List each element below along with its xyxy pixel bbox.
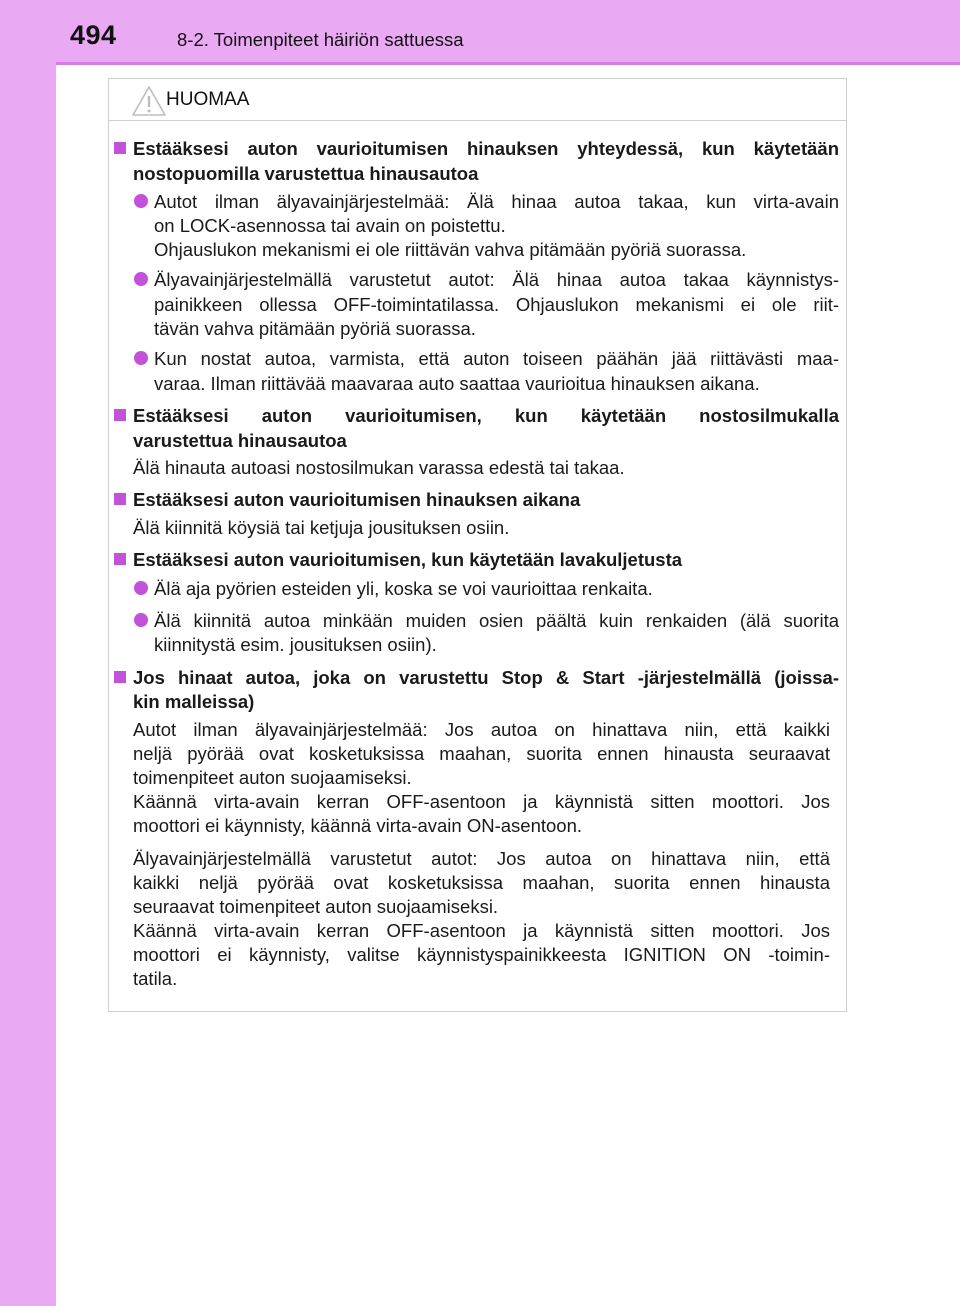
side-tab-bar [0, 0, 56, 1306]
section-marker-icon [114, 493, 126, 505]
bullet-icon [134, 194, 148, 208]
bullet-icon [134, 581, 148, 595]
section-heading: kin malleissa) [133, 691, 255, 712]
bullet-icon [134, 613, 148, 627]
notice-header [109, 79, 846, 121]
paragraph: Käännä virta-avain kerran OFF-asentoon ja käynnistä sitten moottori. Jos [133, 920, 830, 941]
bullet-text: kiinnitystä esim. jousituksen osiin). [154, 634, 437, 655]
warning-triangle-icon [131, 85, 167, 117]
paragraph: Käännä virta-avain kerran OFF-asentoon ja käynnistä sitten moottori. Jos [133, 791, 830, 812]
page-number: 494 [70, 20, 117, 50]
paragraph: Älä kiinnitä köysiä tai ketjuja jousituksen osiin. [133, 517, 510, 538]
bullet-text: Ohjauslukon mekanismi ei ole riittävän vahva pitämään pyöriä suorassa. [154, 239, 747, 260]
bullet-text: on LOCK-asennossa tai avain on poistettu. [154, 215, 506, 236]
paragraph: kaikki neljä pyörää ovat kosketuksissa maahan, suorita ennen hinausta [133, 872, 830, 893]
bullet-text: Älä kiinnitä autoa minkään muiden osien päältä kuin renkaiden (älä suorita [154, 610, 839, 631]
section-heading: nostopuomilla varustettua hinausautoa [133, 163, 479, 184]
paragraph: Älä hinauta autoasi nostosilmukan varassa edestä tai takaa. [133, 457, 625, 478]
bullet-text: tävän vahva pitämään pyöriä suorassa. [154, 318, 476, 339]
section-marker-icon [114, 409, 126, 421]
notice-title: HUOMAA [166, 89, 250, 110]
section-marker-icon [114, 142, 126, 154]
bullet-text: Älä aja pyörien esteiden yli, koska se voi vaurioittaa renkaita. [154, 578, 653, 599]
bullet-icon [134, 272, 148, 286]
section-heading: Jos hinaat autoa, joka on varustettu Stop & Start -järjestelmällä (joissa- [133, 667, 839, 688]
paragraph: toimenpiteet auton suojaamiseksi. [133, 767, 412, 788]
paragraph: Autot ilman älyavainjärjestelmää: Jos autoa on hinattava niin, että kaikki [133, 719, 830, 740]
bullet-icon [134, 351, 148, 365]
bullet-text: painikkeen ollessa OFF-toimintatilassa. Ohjauslukon mekanismi ei ole riit- [154, 294, 839, 315]
section-heading: Estääksesi auton vaurioitumisen hinauksen yhteydessä, kun käytetään [133, 138, 839, 159]
chapter-title: 8-2. Toimenpiteet häiriön sattuessa [177, 29, 464, 50]
paragraph: moottori ei käynnisty, käännä virta-avain ON-asentoon. [133, 815, 583, 836]
section-heading: Estääksesi auton vaurioitumisen, kun käytetään nostosilmukalla [133, 405, 839, 426]
paragraph: seuraavat toimenpiteet auton suojaamiseksi. [133, 896, 499, 917]
header-rule [56, 62, 960, 65]
bullet-text: Autot ilman älyavainjärjestelmää: Älä hinaa autoa takaa, kun virta-avain [154, 191, 839, 212]
section-heading: varustettua hinausautoa [133, 430, 347, 451]
bullet-text: varaa. Ilman riittävää maavaraa auto saattaa vaurioitua hinauksen aikana. [154, 373, 760, 394]
paragraph: Älyavainjärjestelmällä varustetut autot: Jos autoa on hinattava niin, että [133, 848, 830, 869]
section-marker-icon [114, 671, 126, 683]
paragraph: tatila. [133, 968, 178, 989]
paragraph: neljä pyörää ovat kosketuksissa maahan, suorita ennen hinausta seuraavat [133, 743, 830, 764]
section-heading: Estääksesi auton vaurioitumisen, kun käytetään lavakuljetusta [133, 549, 683, 570]
paragraph: moottori ei käynnisty, valitse käynnistyspainikkeesta IGNITION ON -toimin- [133, 944, 830, 965]
section-heading: Estääksesi auton vaurioitumisen hinauksen aikana [133, 489, 581, 510]
bullet-text: Älyavainjärjestelmällä varustetut autot: Älä hinaa autoa takaa käynnistys- [154, 269, 839, 290]
section-marker-icon [114, 553, 126, 565]
bullet-text: Kun nostat autoa, varmista, että auton toiseen päähän jää riittävästi maa- [154, 348, 839, 369]
